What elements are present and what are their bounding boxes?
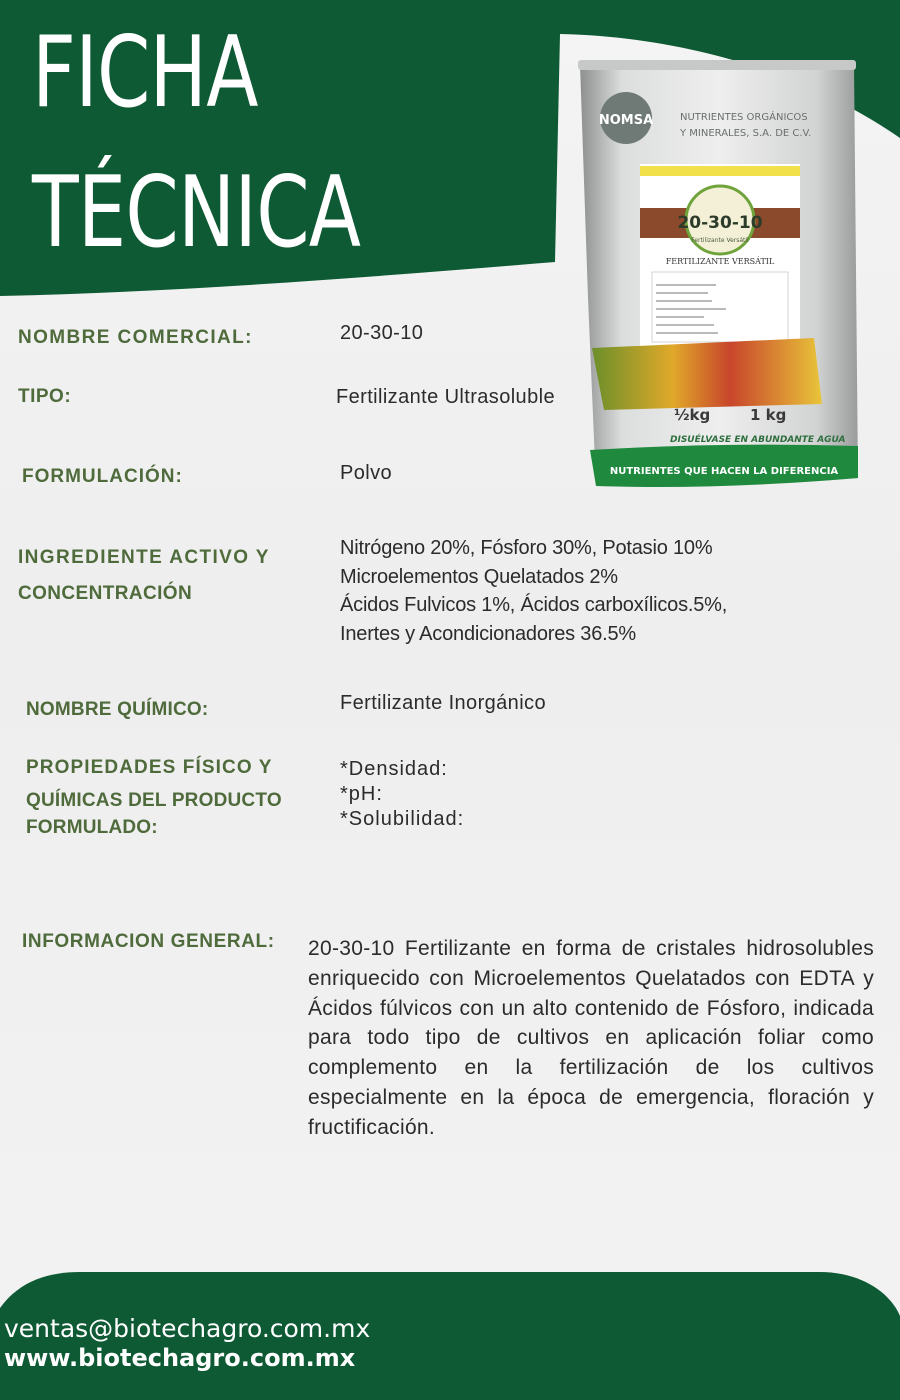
formulacion-value: Polvo (340, 462, 393, 484)
footer-website-link[interactable]: www.biotechagro.com.mx (4, 1344, 356, 1372)
ingrediente-label-line2: CONCENTRACIÓN (18, 583, 193, 604)
ingrediente-line: Microelementos Quelatados 2% (340, 565, 618, 588)
bag-product-subtitle: Fertilizante Versátil (691, 237, 749, 244)
bag-product-code: 20-30-10 (677, 213, 763, 233)
ingrediente-label-line1: INGREDIENTE ACTIVO Y (18, 547, 270, 568)
propiedades-value (340, 757, 464, 832)
informacion-general-text: 20-30-10 Fertilizante en forma de cristales hidrosolubles enriquecido con Microelementos Quelatados con EDTA y Ácidos fúlvicos con un alto contenido de Fósforo, indicada para todo tipo de cultivos en aplicación foliar como complemento en la fertilización de los cultivos especialmente en la época de emergencia, floración y fructificación. (308, 937, 874, 1139)
formulacion-label: FORMULACIÓN: (22, 466, 183, 487)
product-bag-image (574, 58, 860, 490)
bag-company-line1: NUTRIENTES ORGÁNICOS (680, 112, 808, 123)
bag-instruction: DISUÉLVASE EN ABUNDANTE AGUA (670, 435, 846, 445)
nombre-quimico-label: NOMBRE QUÍMICO: (26, 699, 209, 720)
bag-product-name: FERTILIZANTE VERSÁTIL (665, 257, 775, 266)
bag-size-one: 1 kg (750, 406, 787, 424)
tipo-value: Fertilizante Ultrasoluble (336, 386, 555, 408)
ingrediente-value (340, 534, 727, 648)
bag-slogan: NUTRIENTES QUE HACEN LA DIFERENCIA (609, 466, 839, 477)
page-title-line1: FICHA (32, 16, 258, 130)
ingrediente-line: Ácidos Fulvicos 1%, Ácidos carboxílicos.5%, (340, 594, 728, 616)
bag-brand: NOMSA (598, 113, 654, 128)
bag-size-half: ½kg (674, 406, 711, 424)
footer-email-link[interactable]: ventas@biotechagro.com.mx (4, 1314, 371, 1343)
propiedad-line: *Densidad: (340, 758, 448, 780)
propiedades-label-line1: PROPIEDADES FÍSICO Y (26, 757, 273, 778)
ingrediente-line: Inertes y Acondicionadores 36.5% (340, 622, 637, 645)
propiedades-label-line2: QUÍMICAS DEL PRODUCTO (26, 790, 282, 811)
page-title-line2: TÉCNICA (32, 156, 361, 270)
ingrediente-line: Nitrógeno 20%, Fósforo 30%, Potasio 10% (340, 537, 713, 559)
nombre-comercial-value: 20-30-10 (340, 322, 424, 344)
propiedad-line: *pH: (340, 783, 383, 805)
propiedad-line: *Solubilidad: (340, 808, 465, 830)
bag-company-line2: Y MINERALES, S.A. DE C.V. (680, 128, 812, 139)
nombre-comercial-label: NOMBRE COMERCIAL: (18, 327, 253, 348)
propiedades-label-line3: FORMULADO: (26, 817, 158, 838)
informacion-general-label: INFORMACION GENERAL: (22, 931, 275, 952)
tipo-label: TIPO: (18, 386, 72, 407)
nombre-quimico-value: Fertilizante Inorgánico (340, 692, 546, 714)
